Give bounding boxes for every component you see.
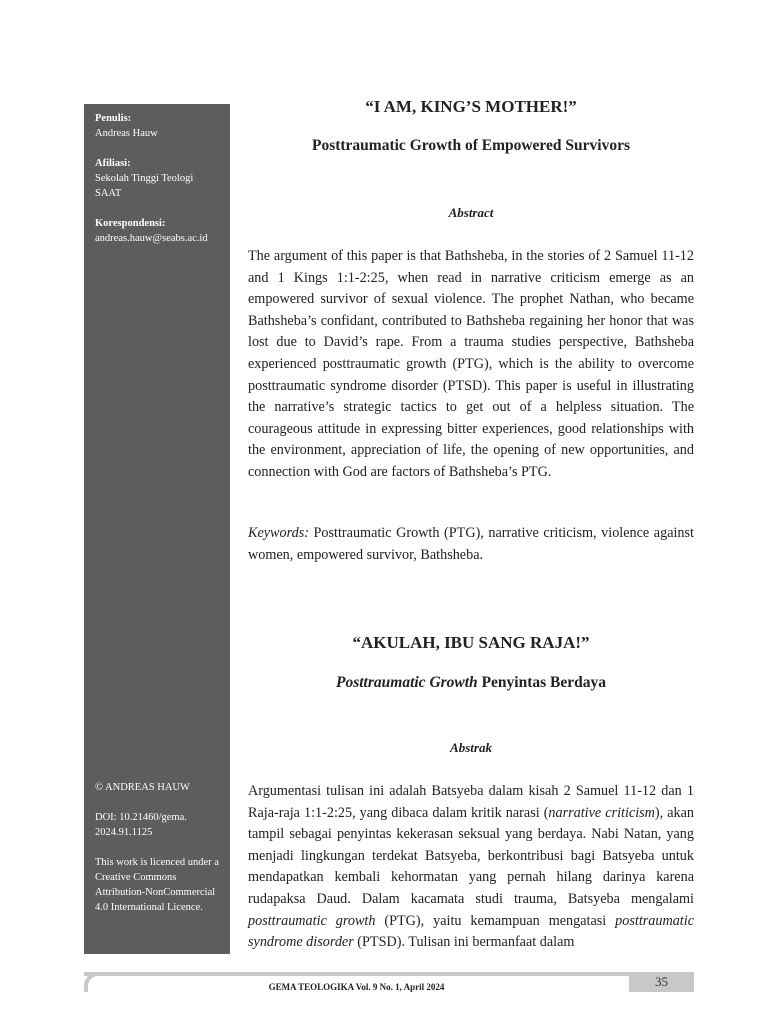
- licence-text: This work is licenced under a Creative Commons Attribution-NonCommercial 4.0 International Licence.: [95, 857, 219, 913]
- doi: DOI: 10.21460/gema. 2024.91.1125: [95, 812, 187, 838]
- author-sidebar: [84, 104, 230, 954]
- footer-rule: [84, 972, 629, 976]
- subtitle-rest: Penyintas Berdaya: [477, 674, 606, 691]
- abstract-text: The argument of this paper is that Bathsheba, in the stories of 2 Samuel 11-12 and 1 Kings 1:1-2:25, when read in narrative criticism emerge as an empowered survivor of sexual violence. The prophet Nathan, who became Bathsheba’s confidant, contributed to Bathsheba regaining her honor that was lost due to David’s rape. From a trauma studies perspective, Bathsheba experienced posttraumatic growth (PTG), which is the ability to overcome posttraumatic syndrome disorder (PTSD). This paper is useful in illustrating the narrative’s strategic tactics to get out of a helpless situation. The courageous attitude in expressing bitter experiences, good relationships with the environment, appreciation of life, the opening of new opportunities, and connection with God are factors of Bathsheba’s PTG.: [248, 248, 694, 480]
- subtitle-italic: Posttraumatic Growth: [336, 674, 478, 691]
- keywords-text: Posttraumatic Growth (PTG), narrative criticism, violence against women, empowered survivor, Bathsheba.: [248, 525, 694, 563]
- author-block: [95, 111, 222, 141]
- abstrak-part-1: Argumentasi tulisan ini adalah Batsyeba dalam kisah 2 Samuel 11-12 dan 1 Raja-raja 1:1-2:25, yang dibaca dalam kritik narasi (: [248, 783, 694, 821]
- abstract-heading-wrap: [248, 205, 694, 221]
- abstrak-italic-3: posttraumatic syndrome disorder: [248, 912, 694, 951]
- abstract-wrap: [248, 246, 694, 484]
- indonesian-subtitle-wrap: [248, 674, 694, 692]
- english-section: [248, 97, 694, 117]
- keywords-wrap: [248, 523, 694, 566]
- keywords-label: Keywords:: [248, 525, 309, 541]
- english-subtitle: Posttraumatic Growth of Empowered Survivors: [311, 137, 630, 154]
- abstrak-text: [248, 781, 694, 954]
- abstrak-part-4: (PTSD). Tulisan ini bermanfaat dalam: [353, 934, 575, 951]
- journal-footer: GEMA TEOLOGIKA Vol. 9 No. 1, April 2024: [268, 982, 445, 992]
- page-number: 35: [629, 972, 694, 992]
- copyright: © ANDREAS HAUW: [95, 782, 190, 793]
- abstract-heading: Abstract: [448, 205, 494, 220]
- affiliation-block: [95, 156, 222, 201]
- correspondence-label: Korespondensi:: [95, 218, 166, 229]
- indonesian-title-wrap: [248, 633, 694, 653]
- abstrak-wrap: [248, 781, 694, 954]
- keywords-paragraph: [248, 523, 694, 566]
- english-subtitle-wrap: [248, 137, 694, 155]
- affiliation-name: Sekolah Tinggi Teologi SAAT: [95, 173, 194, 199]
- sidebar-bottom: [95, 780, 224, 930]
- indonesian-subtitle: [248, 674, 694, 692]
- indonesian-title: “AKULAH, IBU SANG RAJA!”: [352, 633, 590, 652]
- author-name: Andreas Hauw: [95, 128, 158, 139]
- abstrak-heading: Abstrak: [450, 740, 492, 755]
- correspondence-block: [95, 216, 222, 246]
- correspondence-email: andreas.hauw@seabs.ac.id: [95, 233, 208, 244]
- abstrak-italic-2: posttraumatic growth: [248, 912, 376, 929]
- abstrak-part-2: ), akan tampil sebagai penyintas kekerasan seksual yang berdaya. Nabi Natan, yang menjadi lingkungan terdekat Batsyeba, berkontribusi bagi Batsyeba untuk mendapatkan kembali kehormatan yang pernah hilang darinya karena rudapaksa Daud. Dalam kacamata studi trauma, Batsyeba mengalami: [248, 804, 694, 907]
- affiliation-label: Afiliasi:: [95, 158, 131, 169]
- abstrak-part-3: (PTG), yaitu kemampuan mengatasi: [375, 912, 616, 929]
- abstrak-heading-wrap: [248, 740, 694, 756]
- abstrak-italic-1: narrative criticism: [548, 804, 655, 821]
- english-title: “I AM, KING’S MOTHER!”: [365, 97, 577, 116]
- author-label: Penulis:: [95, 113, 132, 124]
